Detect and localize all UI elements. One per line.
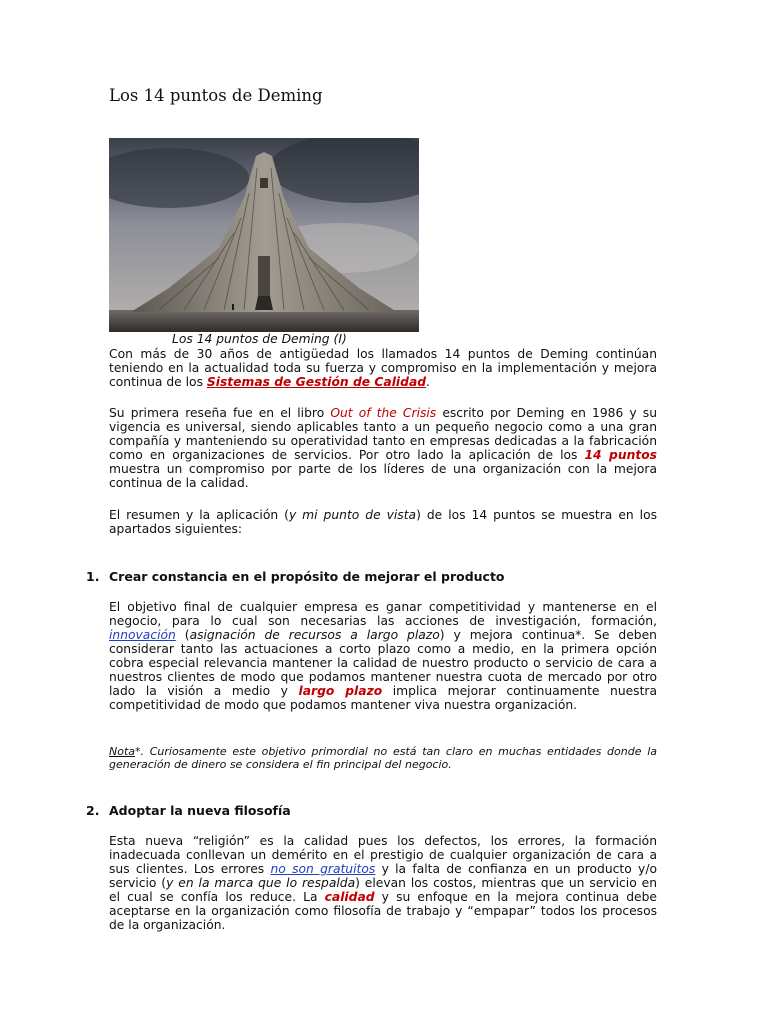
- intro-paragraph-3: El resumen y la aplicación (y mi punto de vista) de los 14 puntos se muestra en los apartados siguientes:: [109, 508, 657, 536]
- section-1-heading: 1. Crear constancia en el propósito de mejorar el producto: [86, 569, 505, 584]
- link-innovacion[interactable]: innovación: [109, 628, 176, 642]
- emphasis-calidad: calidad: [324, 890, 375, 904]
- intro-paragraph-2: Su primera reseña fue en el libro Out of the Crisis escrito por Deming en 1986 y su vigencia es universal, siendo aplicables tanto a un pequeño negocio como a una gran compañía y manteniendo su operatividad tanto en empresas dedicadas a la fabricación como en organizaciones de servicios. Por otro lado la aplicación de los 14 puntos muestra un compromiso por parte de los líderes de una organización con la mejora continua de la calidad.: [109, 406, 658, 490]
- book-title: Out of the Crisis: [330, 406, 437, 420]
- section-1-paragraph: El objetivo final de cualquier empresa es ganar competitividad y mantenerse en el negocio, para lo cual son necesarias las acciones de investigación, formación, innovación (asignación de recursos a largo plazo) y mejora continua*. Se deben considerar tanto las actuaciones a corto plazo como a medio, en la primera opción cobra especial relevancia mantener la calidad de nuestro producto o servicio de cara a nuestros clientes de modo que podamos mantener nuestra cuota de mercado por otro lado la visión a medio y largo plazo implica mejorar continuamente nuestra competitividad de modo que podamos mantener viva nuestra organización.: [109, 600, 658, 712]
- church-photo-illustration: [109, 138, 419, 332]
- section-2-heading: 2. Adoptar la nueva filosofía: [86, 803, 291, 818]
- page-title: Los 14 puntos de Deming: [109, 86, 323, 105]
- church-photo: [109, 138, 419, 332]
- link-no-son-gratuitos[interactable]: no son gratuitos: [270, 862, 376, 876]
- link-sistemas-gestion-calidad[interactable]: Sistemas de Gestión de Calidad: [206, 375, 427, 389]
- emphasis-14-puntos: 14 puntos: [584, 448, 658, 462]
- intro-paragraph-1: Con más de 30 años de antigüedad los llamados 14 puntos de Deming continúan teniendo en la actualidad toda su fuerza y compromiso en la implementación y mejora continua de los Sistemas de Gestión de Calidad.: [109, 347, 657, 389]
- section-1-note: Nota*. Curiosamente este objetivo primordial no está tan claro en muchas entidades donde la generación de dinero se considera el fin principal del negocio.: [109, 745, 657, 771]
- photo-caption: Los 14 puntos de Deming (I): [172, 332, 347, 346]
- section-2-paragraph: Esta nueva “religión” es la calidad pues los defectos, los errores, la formación inadecuada conllevan un demérito en el prestigio de cualquier organización de cara a sus clientes. Los errores no son gratuitos y la falta de confianza en un producto y/o servicio (y en la marca que lo respalda) elevan los costos, mientras que un servicio en el cual se confía los reduce. La calidad y su enfoque en la mejora continua debe aceptarse en la organización como filosofía de trabajo y “empapar” todos los procesos de la organización.: [109, 834, 657, 932]
- emphasis-largo-plazo: largo plazo: [298, 684, 383, 698]
